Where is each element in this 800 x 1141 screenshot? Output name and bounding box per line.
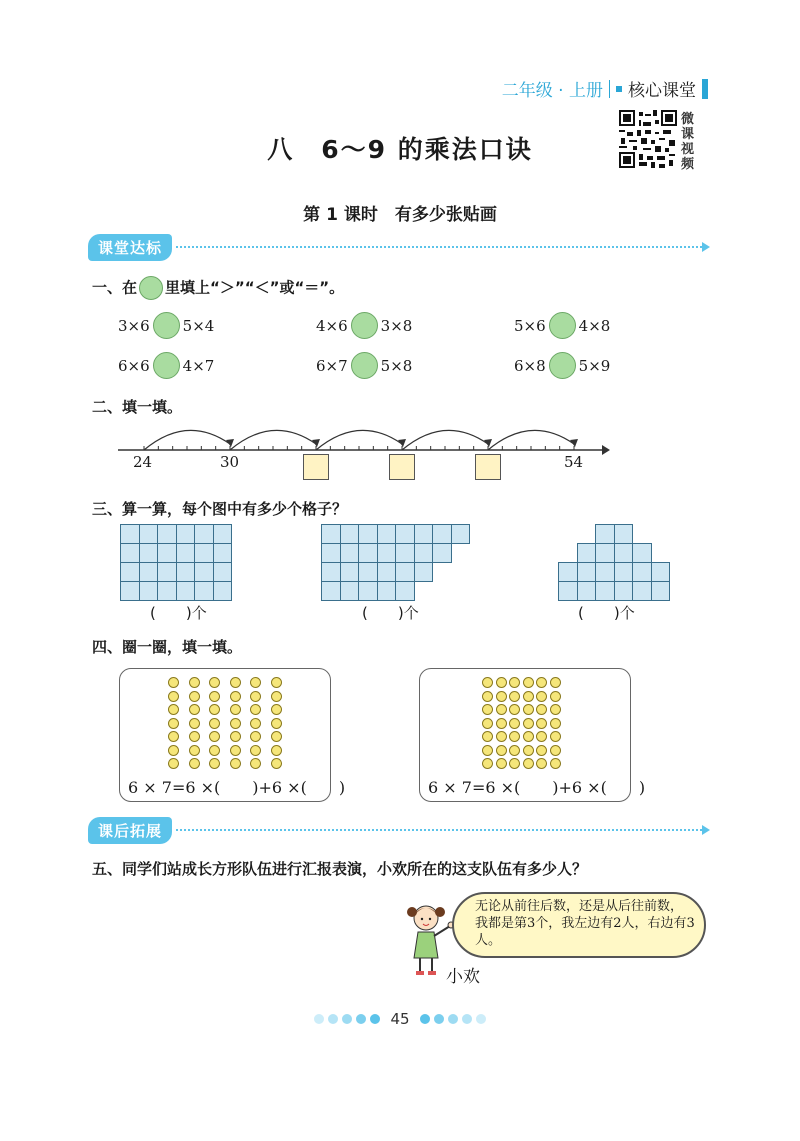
- grid-cell: [358, 543, 378, 563]
- page-header: [502, 76, 708, 101]
- grid-cell: [632, 562, 652, 582]
- grid-cell: [176, 543, 196, 563]
- array-dot: [209, 677, 220, 688]
- compare-right: 3×8: [380, 316, 413, 335]
- section-label: 核心课堂: [628, 81, 696, 101]
- array-dot: [271, 758, 282, 769]
- answer-blank[interactable]: ( )个: [578, 604, 635, 622]
- array-dot: [482, 691, 493, 702]
- array-dot: [230, 731, 241, 742]
- compare-right: 5×4: [182, 316, 215, 335]
- dot-decoration: [434, 1014, 444, 1024]
- grid-cell: [358, 581, 378, 601]
- array-dot: [550, 718, 561, 729]
- array-dot: [250, 758, 261, 769]
- array-dot: [509, 691, 520, 702]
- answer-box[interactable]: [475, 454, 501, 480]
- dot-decoration: [420, 1014, 430, 1024]
- array-dot: [250, 731, 261, 742]
- array-dot: [271, 691, 282, 702]
- grid-cell: [194, 543, 214, 563]
- grid-cell: [139, 543, 159, 563]
- compare-left: 3×6: [118, 316, 150, 335]
- array-dot: [230, 691, 241, 702]
- array-dot: [168, 758, 179, 769]
- grid-cell: [157, 562, 177, 582]
- array-dot: [189, 745, 200, 756]
- grid-cell: [157, 581, 177, 601]
- array-dot: [496, 704, 507, 715]
- grid-cell: [340, 562, 360, 582]
- grid-cell: [432, 524, 452, 544]
- array-dot: [209, 731, 220, 742]
- grid-cell: [614, 581, 634, 601]
- compare-right: 5×9: [578, 356, 611, 375]
- array-dot: [536, 731, 547, 742]
- array-dot: [168, 745, 179, 756]
- array-dot: [230, 677, 241, 688]
- grid-cell: [340, 581, 360, 601]
- array-dot: [536, 704, 547, 715]
- grid-cell: [595, 562, 615, 582]
- grid-cell: [139, 524, 159, 544]
- grid-cell: [577, 562, 597, 582]
- grid-cell: [614, 524, 634, 544]
- header-bar: [702, 79, 708, 99]
- array-dot: [482, 758, 493, 769]
- grid-cell: [414, 524, 434, 544]
- array-dot: [550, 758, 561, 769]
- qr-label-char: 频: [681, 157, 695, 172]
- array-dot: [509, 745, 520, 756]
- array-dot: [496, 745, 507, 756]
- qr-code-icon[interactable]: [619, 110, 677, 168]
- array-dot: [496, 691, 507, 702]
- page-number-bar: [0, 1010, 800, 1028]
- array-dot: [250, 718, 261, 729]
- question-3-title: 三、算一算，每个图中有多少个格子？: [92, 500, 348, 518]
- grid-cell: [139, 562, 159, 582]
- number-line-label: 24: [133, 453, 153, 471]
- compare-item: [316, 312, 412, 339]
- array-dot: [271, 718, 282, 729]
- array-dot: [482, 731, 493, 742]
- dot-decoration: [476, 1014, 486, 1024]
- dot-decoration: [342, 1014, 352, 1024]
- array-dot: [523, 718, 534, 729]
- grid-cell: [614, 562, 634, 582]
- grid-cell: [176, 524, 196, 544]
- array-dot: [209, 758, 220, 769]
- banner-label: 课后拓展: [88, 817, 172, 844]
- array-dot: [250, 691, 261, 702]
- grid-cell: [651, 562, 671, 582]
- array-dot: [189, 731, 200, 742]
- dotted-line: [176, 246, 702, 248]
- grid-cell: [321, 581, 341, 601]
- dot-decoration: [448, 1014, 458, 1024]
- page-number: 45: [390, 1010, 410, 1028]
- answer-circle[interactable]: [153, 312, 180, 339]
- qr-label-char: 视: [681, 142, 695, 157]
- grid-cell: [377, 524, 397, 544]
- array-dot: [168, 704, 179, 715]
- array-dot: [509, 758, 520, 769]
- banner-label: 课堂达标: [88, 234, 172, 261]
- expression-right[interactable]: 6 × 7=6 ×( )+6 ×( ): [428, 778, 646, 797]
- grid-cell: [595, 543, 615, 563]
- question-5-title: 五、同学们站成长方形队伍进行汇报表演，小欢所在的这支队伍有多少人？: [92, 860, 588, 878]
- array-dot: [168, 731, 179, 742]
- grid-cell: [321, 524, 341, 544]
- compare-item: [316, 352, 412, 379]
- answer-box[interactable]: [303, 454, 329, 480]
- grid-cell: [340, 524, 360, 544]
- array-dot: [536, 718, 547, 729]
- array-dot: [230, 758, 241, 769]
- answer-circle[interactable]: [153, 352, 180, 379]
- grid-cell: [358, 562, 378, 582]
- grid-cell: [558, 562, 578, 582]
- compare-left: 6×7: [316, 356, 348, 375]
- grid-cell: [194, 562, 214, 582]
- question-2-title: 二、填一填。: [92, 398, 183, 416]
- compare-left: 6×6: [118, 356, 150, 375]
- array-dot: [271, 745, 282, 756]
- array-dot: [168, 677, 179, 688]
- grid-cell: [651, 581, 671, 601]
- question-1-title: [92, 276, 344, 300]
- grade-label: 二年级 · 上册: [501, 81, 603, 101]
- array-dot: [482, 677, 493, 688]
- array-dot: [496, 758, 507, 769]
- speech-bubble-text: 无论从前往后数，还是从后往前数，我都是第3个，我左边有2人，右边有3人。: [475, 899, 695, 948]
- grid-cell: [213, 562, 233, 582]
- dot-decoration: [328, 1014, 338, 1024]
- compare-item: [514, 312, 610, 339]
- grid-cell: [558, 581, 578, 601]
- lesson-title: 第 1 课时 有多少张贴画: [303, 205, 497, 225]
- grid-cell: [577, 543, 597, 563]
- character-name: 小欢: [446, 967, 480, 987]
- array-dot: [523, 691, 534, 702]
- q1-suffix: 里填上“＞”“＜”或“＝”。: [165, 278, 345, 297]
- grid-cell: [120, 581, 140, 601]
- answer-blank[interactable]: ( )个: [150, 604, 207, 622]
- section-banner-classwork: [88, 234, 710, 260]
- array-dot: [209, 691, 220, 702]
- dot-decoration: [370, 1014, 380, 1024]
- answer-circle[interactable]: [549, 352, 576, 379]
- array-dot: [536, 745, 547, 756]
- answer-box[interactable]: [389, 454, 415, 480]
- header-square-icon: [616, 86, 622, 92]
- dot-decoration: [356, 1014, 366, 1024]
- number-line-label: 54: [564, 453, 584, 471]
- array-dot: [550, 731, 561, 742]
- grid-cell: [194, 524, 214, 544]
- grid-cell: [451, 524, 471, 544]
- section-banner-homework: [88, 817, 710, 843]
- grid-cell: [414, 543, 434, 563]
- array-dot: [496, 677, 507, 688]
- qr-label-char: 微: [681, 112, 695, 127]
- grid-cell: [595, 524, 615, 544]
- question-4-title: 四、圈一圈，填一填。: [92, 638, 243, 656]
- compare-left: 5×6: [514, 316, 546, 335]
- number-line: [110, 410, 610, 460]
- grid-cell: [414, 562, 434, 582]
- grid-cell: [432, 543, 452, 563]
- grid-cell: [139, 581, 159, 601]
- array-dot: [523, 731, 534, 742]
- compare-item: [118, 352, 214, 379]
- array-dot: [550, 745, 561, 756]
- grid-cell: [213, 581, 233, 601]
- grid-cell: [577, 581, 597, 601]
- grid-cell: [157, 543, 177, 563]
- array-dot: [230, 704, 241, 715]
- unit-title: 八 6～9 的乘法口诀: [267, 135, 533, 164]
- array-dot: [536, 677, 547, 688]
- array-dot: [209, 745, 220, 756]
- array-dot: [536, 758, 547, 769]
- compare-left: 6×8: [514, 356, 546, 375]
- arrow-right-icon: [702, 242, 710, 252]
- grid-cell: [194, 581, 214, 601]
- grid-cell: [120, 562, 140, 582]
- q1-prefix: 一、在: [92, 278, 138, 297]
- array-dot: [189, 691, 200, 702]
- array-dot: [168, 718, 179, 729]
- grid-cell: [614, 543, 634, 563]
- grid-cell: [157, 524, 177, 544]
- grid-cell: [395, 581, 415, 601]
- grid-cell: [377, 562, 397, 582]
- array-dot: [550, 704, 561, 715]
- array-dot: [189, 677, 200, 688]
- compare-right: 5×8: [380, 356, 413, 375]
- grid-cell: [395, 524, 415, 544]
- grid-cell: [632, 581, 652, 601]
- grid-cell: [120, 543, 140, 563]
- array-dot: [509, 731, 520, 742]
- expression-left[interactable]: 6 × 7=6 ×( )+6 ×( ): [128, 778, 346, 797]
- array-dot: [523, 745, 534, 756]
- array-dot: [536, 691, 547, 702]
- array-dot: [496, 731, 507, 742]
- array-dot: [189, 758, 200, 769]
- compare-right: 4×7: [182, 356, 215, 375]
- array-dot: [482, 745, 493, 756]
- grid-cell: [321, 543, 341, 563]
- array-dot: [550, 691, 561, 702]
- green-circle-icon: [139, 276, 163, 300]
- qr-label-char: 课: [681, 127, 695, 142]
- array-dot: [189, 704, 200, 715]
- compare-item: [118, 312, 214, 339]
- array-dot: [509, 704, 520, 715]
- grid-cell: [120, 524, 140, 544]
- grid-cell: [176, 581, 196, 601]
- answer-blank[interactable]: ( )个: [362, 604, 419, 622]
- array-dot: [189, 718, 200, 729]
- grid-cell: [176, 562, 196, 582]
- array-dot: [250, 677, 261, 688]
- array-dot: [523, 677, 534, 688]
- grid-cell: [395, 543, 415, 563]
- number-line-label: 30: [220, 453, 240, 471]
- header-divider: [609, 80, 610, 98]
- grid-cell: [321, 562, 341, 582]
- array-dot: [230, 718, 241, 729]
- array-dot: [523, 704, 534, 715]
- dot-decoration: [314, 1014, 324, 1024]
- compare-item: [514, 352, 610, 379]
- compare-right: 4×8: [578, 316, 611, 335]
- grid-cell: [595, 581, 615, 601]
- grid-cell: [395, 562, 415, 582]
- array-dot: [271, 704, 282, 715]
- array-dot: [168, 691, 179, 702]
- grid-cell: [377, 543, 397, 563]
- grid-cell: [213, 543, 233, 563]
- array-dot: [271, 731, 282, 742]
- array-dot: [271, 677, 282, 688]
- array-dot: [209, 704, 220, 715]
- compare-left: 4×6: [316, 316, 348, 335]
- dot-decoration: [462, 1014, 472, 1024]
- array-dot: [482, 704, 493, 715]
- array-dot: [209, 718, 220, 729]
- grid-cell: [377, 581, 397, 601]
- array-dot: [250, 704, 261, 715]
- array-dot: [509, 677, 520, 688]
- grid-cell: [340, 543, 360, 563]
- grid-cell: [632, 543, 652, 563]
- array-dot: [230, 745, 241, 756]
- array-dot: [523, 758, 534, 769]
- array-dot: [250, 745, 261, 756]
- answer-circle[interactable]: [351, 352, 378, 379]
- array-dot: [482, 718, 493, 729]
- qr-label: [681, 112, 695, 172]
- dotted-line: [176, 829, 702, 831]
- array-dot: [496, 718, 507, 729]
- answer-circle[interactable]: [351, 312, 378, 339]
- array-dot: [509, 718, 520, 729]
- answer-circle[interactable]: [549, 312, 576, 339]
- arrow-right-icon: [702, 825, 710, 835]
- grid-cell: [213, 524, 233, 544]
- array-dot: [550, 677, 561, 688]
- grid-cell: [358, 524, 378, 544]
